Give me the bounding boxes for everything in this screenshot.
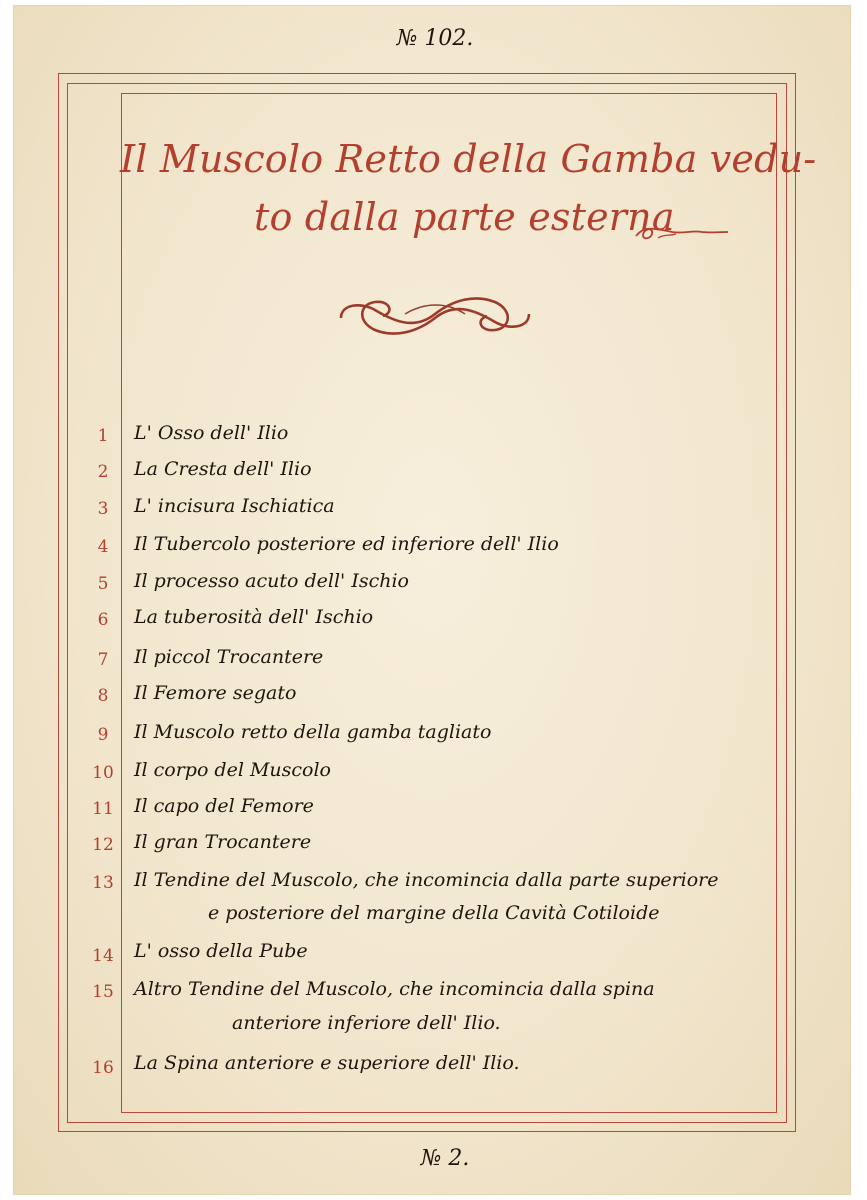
list-item: Il capo del Femore bbox=[134, 795, 314, 817]
list-item: La Cresta dell' Ilio bbox=[134, 458, 312, 480]
item-number: 3 bbox=[97, 499, 109, 519]
item-number: 10 bbox=[92, 763, 114, 783]
item-number: 6 bbox=[97, 610, 109, 630]
title-line-1: Il Muscolo Retto della Gamba vedu- bbox=[120, 137, 817, 181]
item-number: 9 bbox=[97, 725, 109, 745]
list-item: Il gran Trocantere bbox=[134, 831, 312, 853]
list-item: L' incisura Ischiatica bbox=[134, 495, 335, 517]
item-number: 7 bbox=[97, 650, 109, 670]
item-number: 14 bbox=[92, 946, 114, 966]
item-number: 4 bbox=[97, 537, 109, 557]
list-item: Il Tubercolo posteriore ed inferiore dell' Ilio bbox=[134, 533, 559, 555]
list-item-continuation: anteriore inferiore dell' Ilio. bbox=[232, 1012, 501, 1034]
list-item: Altro Tendine del Muscolo, che incomincia dalla spina bbox=[134, 978, 655, 1000]
list-item: La Spina anteriore e superiore dell' Ilio. bbox=[134, 1052, 520, 1074]
item-number: 11 bbox=[92, 799, 114, 819]
item-number: 1 bbox=[97, 426, 109, 446]
list-item: Il processo acuto dell' Ischio bbox=[134, 570, 409, 592]
title-line-2: to dalla parte esterna bbox=[254, 195, 675, 239]
list-item: La tuberosità dell' Ischio bbox=[134, 606, 374, 628]
list-item: L' Osso dell' Ilio bbox=[134, 422, 289, 444]
list-item: Il Femore segato bbox=[134, 682, 297, 704]
folio-number-top: № 102. bbox=[396, 26, 474, 51]
list-item-continuation: e posteriore del margine della Cavità Cotiloide bbox=[208, 902, 660, 924]
list-item: Il piccol Trocantere bbox=[134, 646, 324, 668]
list-item: Il Muscolo retto della gamba tagliato bbox=[134, 721, 492, 743]
item-number: 15 bbox=[92, 982, 114, 1002]
list-item: Il corpo del Muscolo bbox=[134, 759, 331, 781]
item-number: 16 bbox=[92, 1058, 114, 1078]
list-item: L' osso della Pube bbox=[134, 940, 308, 962]
list-item: Il Tendine del Muscolo, che incomincia dalla parte superiore bbox=[134, 869, 719, 891]
item-number: 8 bbox=[97, 686, 109, 706]
folio-number-bottom: № 2. bbox=[420, 1146, 470, 1171]
item-number: 12 bbox=[92, 835, 114, 855]
item-number: 5 bbox=[97, 574, 109, 594]
item-number: 2 bbox=[97, 462, 109, 482]
item-number: 13 bbox=[92, 873, 114, 893]
